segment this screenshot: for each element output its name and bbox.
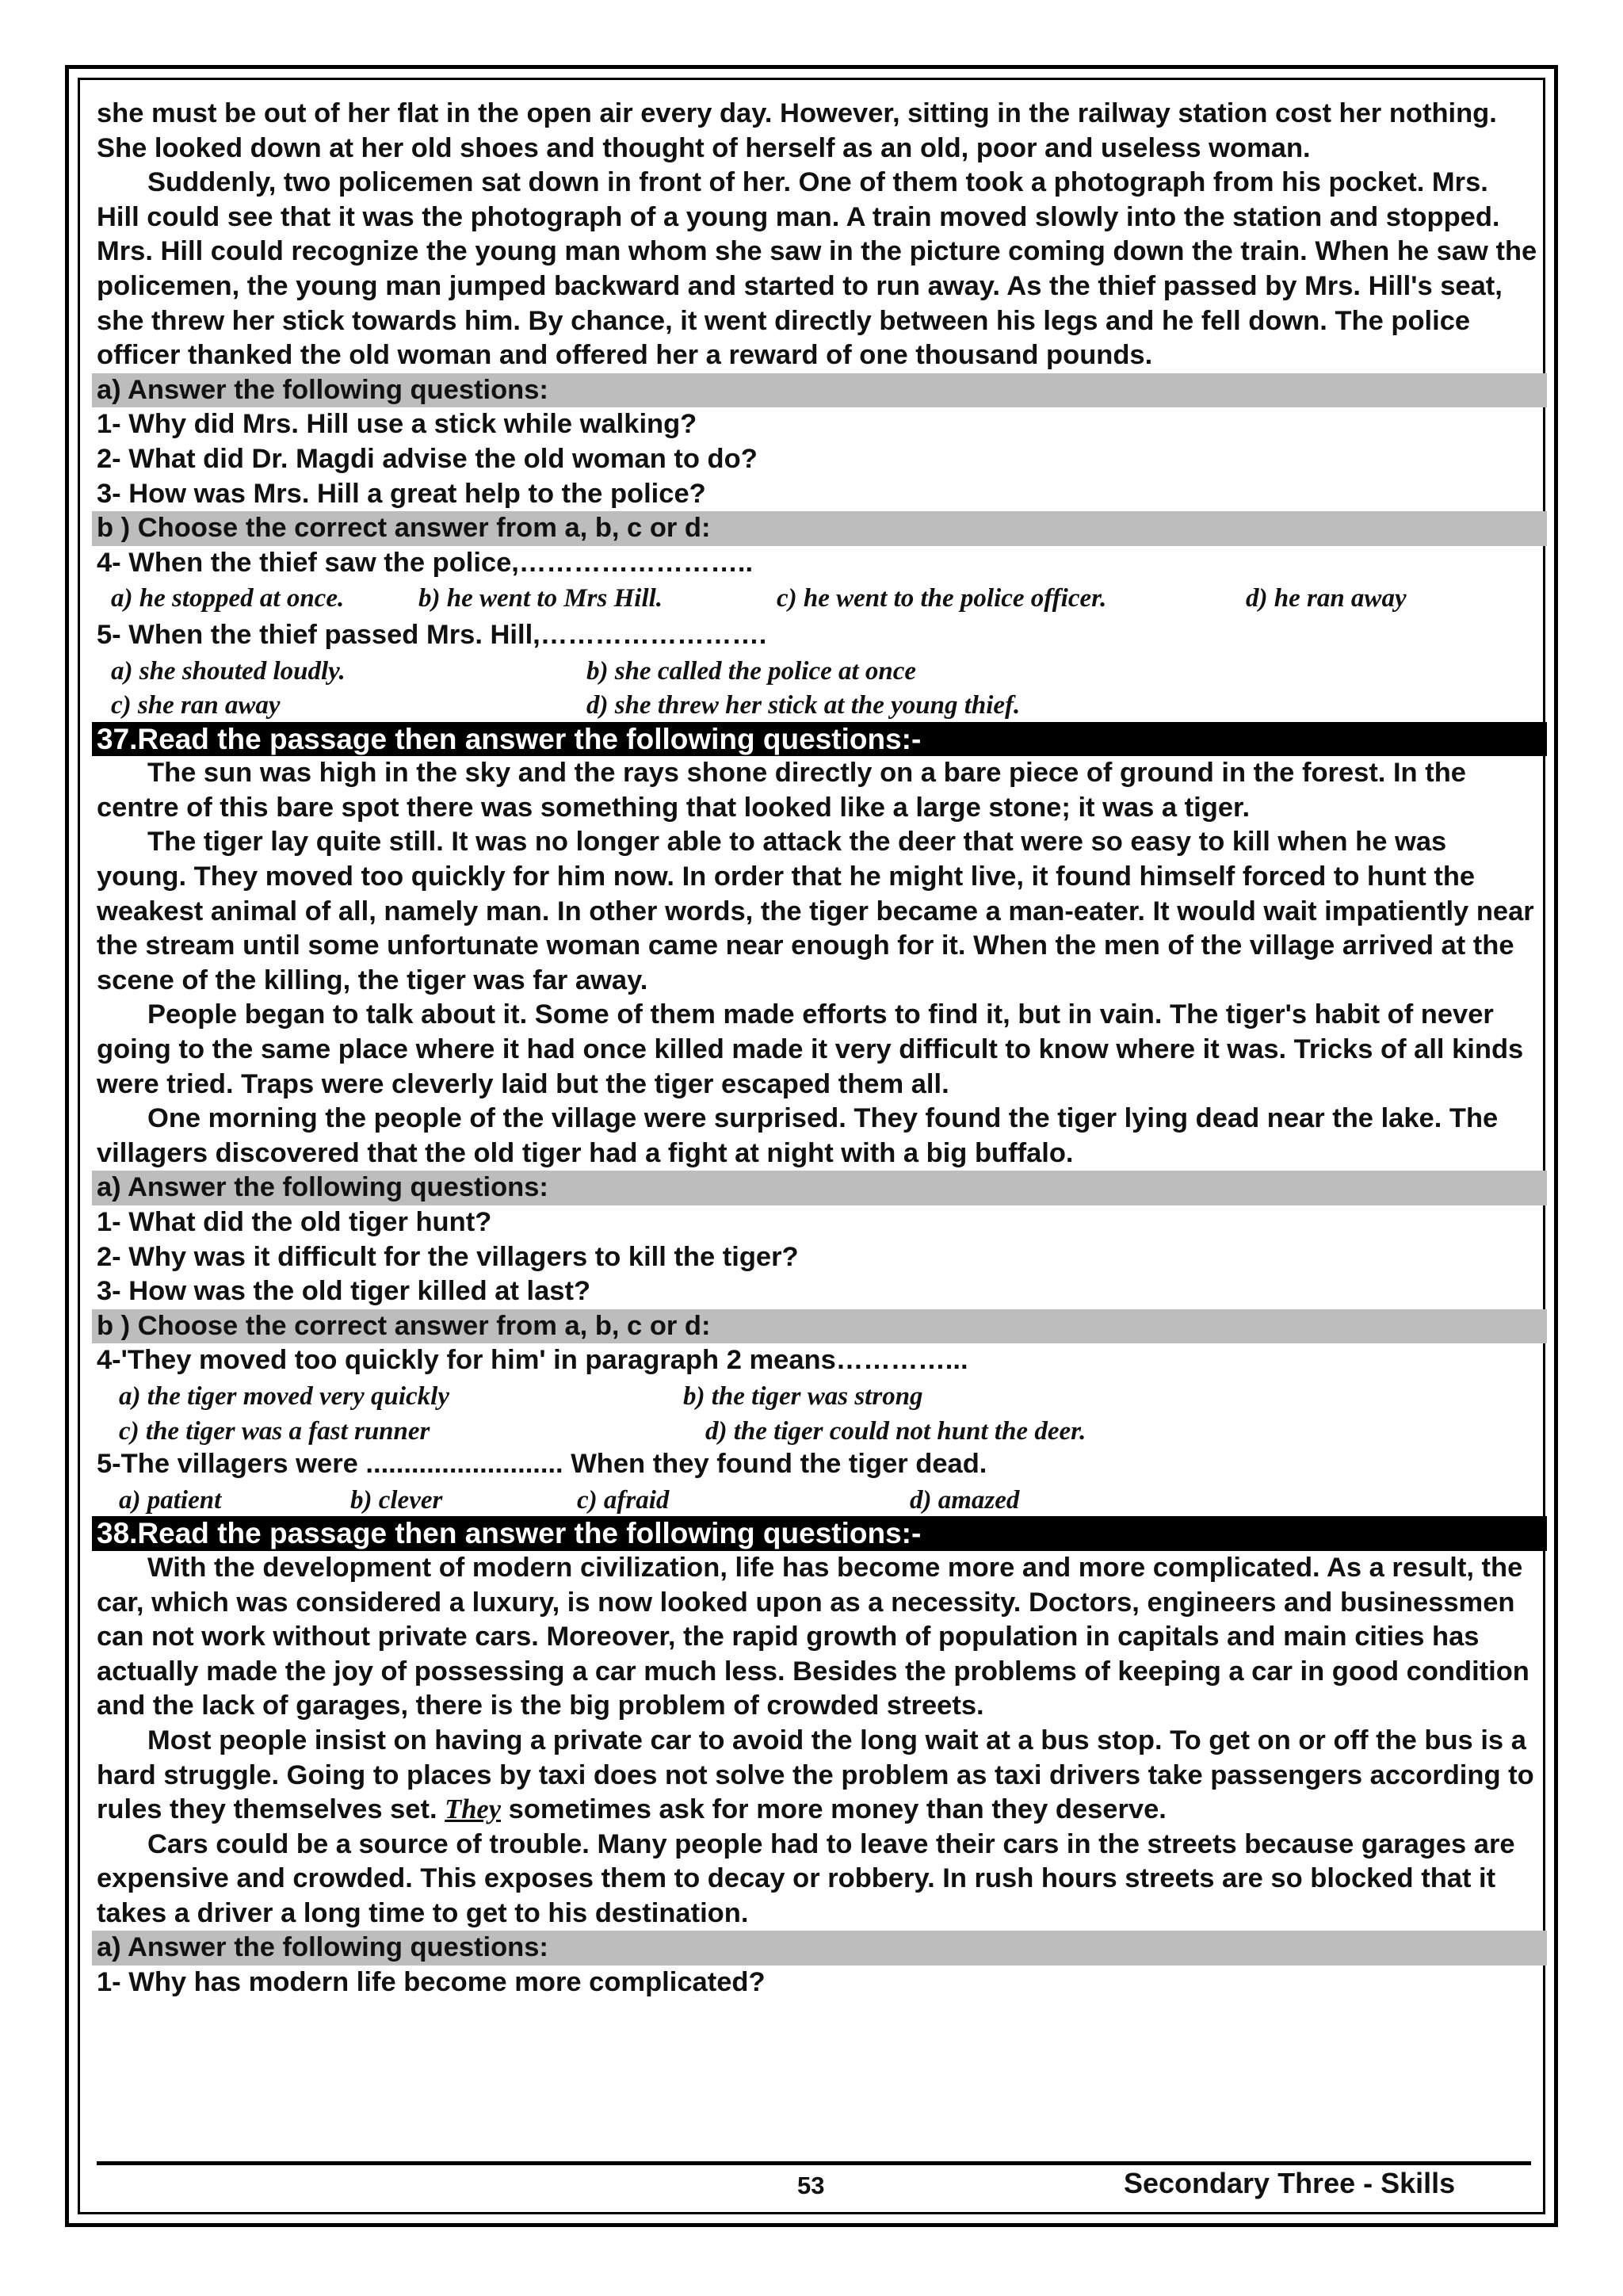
- passage36-choose-header: b ) Choose the correct answer from a, b, c or d:: [92, 511, 1547, 546]
- passage36-question-4-options: [97, 580, 1537, 615]
- option-d: d) amazed: [910, 1485, 1020, 1515]
- option-c: c) he went to the police officer.: [777, 584, 1107, 613]
- passage37-question-2: 2- Why was it difficult for the villagers to kill the tiger?: [97, 1241, 799, 1272]
- passage38-paragraph-2: [97, 1724, 1537, 1828]
- passage37-question-4: 4-'They moved too quickly for him' in paragraph 2 means…………...: [97, 1345, 968, 1376]
- option-d: d) the tiger could not hunt the deer.: [705, 1416, 1086, 1446]
- passage37-title: 37.Read the passage then answer the following questions:-: [92, 722, 1547, 757]
- passage36-question-5: 5- When the thief passed Mrs. Hill,…………………….: [97, 619, 767, 650]
- passage37-answer-header: a) Answer the following questions:: [92, 1171, 1547, 1205]
- underlined-word: They: [445, 1794, 502, 1825]
- option-c: c) afraid: [577, 1485, 670, 1515]
- passage36-question-1: 1- Why did Mrs. Hill use a stick while walking?: [97, 409, 697, 440]
- option-a: a) he stopped at once.: [111, 584, 345, 613]
- passage37-choose-header: b ) Choose the correct answer from a, b, c or d:: [92, 1309, 1547, 1344]
- option-c: c) the tiger was a fast runner: [119, 1416, 430, 1446]
- option-a: a) the tiger moved very quickly: [119, 1381, 449, 1411]
- passage38-paragraph-3: Cars could be a source of trouble. Many people had to leave their cars in the streets because garages are expensive and crowded. This exposes them to decay or robbery. In rush hours streets are so blocked that it takes a driver a long time to get to his destination.: [97, 1828, 1515, 1928]
- option-a: a) patient: [119, 1485, 222, 1515]
- passage37-paragraph-1: The sun was high in the sky and the rays shone directly on a bare piece of ground in the forest. In the centre of this bare spot there was something that looked like a large stone; it was a tiger.: [97, 758, 1466, 823]
- passage36-question-5-options-row1: [97, 653, 1537, 688]
- page-content: [97, 97, 1537, 2000]
- passage36-paragraph-1: she must be out of her flat in the open air every day. However, sitting in the railway station cost her nothing. She looked down at her old shoes and thought of herself as an old, poor and useless woman.: [97, 98, 1497, 163]
- passage37-question-4-options-row2: [97, 1413, 1537, 1448]
- passage37-paragraph-4: One morning the people of the village were surprised. They found the tiger lying dead near the lake. The villagers discovered that the old tiger had a fight at night with a big buffalo.: [97, 1103, 1499, 1168]
- option-d: d) he ran away: [1246, 584, 1407, 613]
- passage37-question-5: 5-The villagers were .......................... When they found the tiger dead.: [97, 1449, 987, 1480]
- passage38-title: 38.Read the passage then answer the following questions:-: [92, 1516, 1547, 1551]
- option-b: b) the tiger was strong: [683, 1381, 923, 1411]
- footer-rule: [97, 2161, 1531, 2165]
- option-c: c) she ran away: [111, 691, 281, 720]
- option-a: a) she shouted loudly.: [111, 656, 346, 686]
- page-number: 53: [797, 2172, 825, 2199]
- passage37-question-4-options-row1: [97, 1378, 1537, 1413]
- passage38-paragraph-2-text-end: sometimes ask for more money than they deserve.: [508, 1794, 1167, 1825]
- passage37-paragraph-3: People began to talk about it. Some of them made efforts to find it, but in vain. The tiger's habit of never going to the same place where it had once killed made it very difficult to know where it was. Tricks of all kinds were tried. Traps were cleverly laid but the tiger escaped them all.: [97, 999, 1524, 1099]
- option-b: b) she called the police at once: [586, 656, 917, 686]
- passage37-question-5-options: [97, 1482, 1537, 1517]
- option-d: d) she threw her stick at the young thief.: [586, 691, 1021, 720]
- passage38-paragraph-2-text: Most people insist on having a private car to avoid the long wait at a bus stop. To get on or off the bus is a hard struggle. Going to places by taxi does not solve the problem as taxi drivers take passengers according to rules they themselves set.: [97, 1725, 1534, 1825]
- passage37-question-1: 1- What did the old tiger hunt?: [97, 1207, 492, 1237]
- footer-label: Secondary Three - Skills: [1124, 2167, 1456, 2199]
- passage36-answer-header: a) Answer the following questions:: [92, 373, 1547, 408]
- passage36-paragraph-2: Suddenly, two policemen sat down in front of her. One of them took a photograph from his pocket. Mrs. Hill could see that it was the photograph of a young man. A train moved slowly into the station and stopped. Mrs. Hill could recognize the young man whom she saw in the picture coming down the train. When he saw the policemen, the young man jumped backward and started to run away. As the thief passed by Mrs. Hill's seat, she threw her stick towards him. By chance, it went directly between his legs and he fell down. The police officer thanked the old woman and offered her a reward of one thousand pounds.: [97, 167, 1537, 371]
- passage36-question-5-options-row2: [97, 687, 1537, 722]
- passage38-paragraph-1: With the development of modern civilization, life has become more and more complicated. As a result, the car, which was considered a luxury, is now looked upon as a necessity. Doctors, engineers and businessmen can not work without private cars. Moreover, the rapid growth of population in capitals and main cities has actually made the joy of possessing a car much less. Besides the problems of keeping a car in good condition and the lack of garages, there is the big problem of crowded streets.: [97, 1552, 1529, 1721]
- passage38-question-1: 1- Why has modern life become more complicated?: [97, 1967, 766, 1998]
- option-b: b) clever: [350, 1485, 443, 1515]
- passage36-question-4: 4- When the thief saw the police,……………………..: [97, 547, 754, 578]
- option-b: b) he went to Mrs Hill.: [418, 584, 663, 613]
- passage38-answer-header: a) Answer the following questions:: [92, 1931, 1547, 1966]
- passage36-question-2: 2- What did Dr. Magdi advise the old woman to do?: [97, 443, 758, 474]
- passage37-question-3: 3- How was the old tiger killed at last?: [97, 1276, 591, 1307]
- passage37-paragraph-2: The tiger lay quite still. It was no longer able to attack the deer that were so easy to kill when he was young. They moved too quickly for him now. In order that he might live, it found himself forced to hunt the weakest animal of all, namely man. In other words, the tiger became a man-eater. It would wait impatiently near the stream until some unfortunate woman came near enough for it. When the men of the village arrived at the scene of the killing, the tiger was far away.: [97, 827, 1534, 995]
- passage36-question-3: 3- How was Mrs. Hill a great help to the police?: [97, 478, 706, 509]
